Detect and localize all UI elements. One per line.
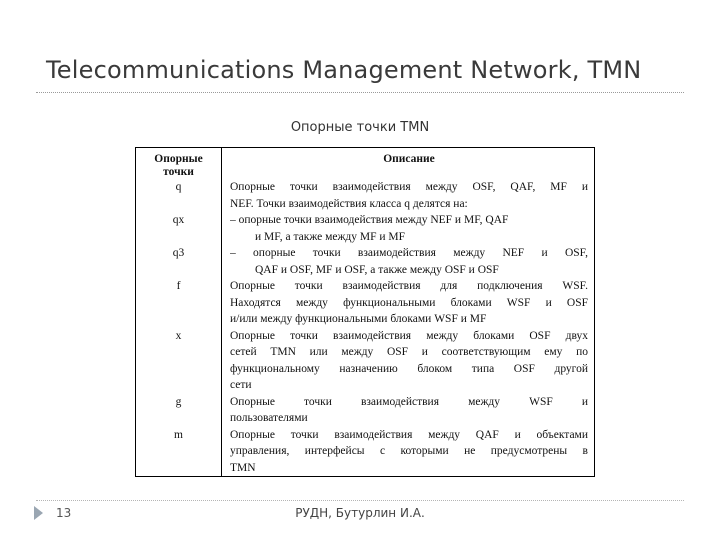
reference-point-symbol: g	[136, 394, 222, 427]
table-caption: Опорные точки TMN	[290, 120, 430, 135]
table-header-row	[136, 148, 594, 179]
reference-point-symbol: m	[136, 427, 222, 477]
table-row	[136, 179, 594, 212]
description-line: NEF. Точки взаимодействия класса q делятся на:	[230, 197, 468, 210]
table-row	[136, 328, 594, 394]
footer-divider	[36, 500, 684, 501]
description-line: Опорные точки взаимодействия между блоками OSF двух	[230, 329, 588, 342]
table-row	[136, 212, 594, 245]
table-row	[136, 278, 594, 328]
reference-points-table	[135, 147, 595, 477]
reference-point-symbol: q3	[136, 245, 222, 278]
description-line: пользователями	[230, 412, 308, 424]
description-line: и MF, а также между MF и MF	[255, 230, 406, 243]
description-line: Находятся между функциональными блоками WSF и OSF	[230, 296, 588, 309]
header-reference-points	[136, 148, 222, 179]
table-row	[136, 245, 594, 278]
description-line: TMN	[230, 461, 256, 474]
description-line: Опорные точки взаимодействия между OSF, QAF, MF и	[230, 181, 588, 193]
reference-point-description	[222, 212, 594, 245]
slide-title: Telecommunications Management Network, TMN	[46, 56, 642, 84]
reference-point-symbol: f	[136, 278, 222, 328]
header-description: Описание	[383, 153, 435, 165]
header-col1-line: точки	[163, 166, 194, 178]
description-line: функциональному назначению блоком типа OSF другой	[230, 362, 588, 375]
title-divider	[36, 92, 684, 93]
reference-point-symbol: qx	[136, 212, 222, 245]
reference-point-description	[222, 328, 594, 394]
description-line: – опорные точки взаимодействия между NEF и OSF,	[230, 247, 588, 259]
description-line: QAF и OSF, MF и OSF, а также между OSF и OSF	[255, 263, 499, 276]
description-line: Опорные точки взаимодействия между WSF и	[230, 395, 588, 408]
header-col1-line: Опорные	[154, 153, 203, 165]
description-line: сетей TMN или между OSF и соответствующим ему по	[230, 346, 588, 358]
reference-point-description	[222, 427, 594, 477]
description-line: управления, интерфейсы с которыми не предусмотрены в	[230, 445, 588, 457]
description-line: и/или между функциональными блоками WSF и MF	[230, 313, 487, 325]
reference-point-description	[222, 394, 594, 427]
reference-point-description	[222, 278, 594, 328]
reference-point-description	[222, 245, 594, 278]
description-line: сети	[230, 379, 252, 391]
description-line: Опорные точки взаимодействия для подключения WSF.	[230, 280, 588, 292]
reference-point-symbol: x	[136, 328, 222, 394]
reference-point-symbol: q	[136, 179, 222, 212]
page-number: 13	[56, 506, 72, 520]
table-row	[136, 427, 594, 477]
table-row	[136, 394, 594, 427]
footer-author: РУДН, Бутурлин И.А.	[295, 506, 425, 520]
reference-point-description	[222, 179, 594, 212]
description-line: Опорные точки взаимодействия между QAF и объектами	[230, 428, 588, 441]
description-line: – опорные точки взаимодействия между NEF и MF, QAF	[230, 214, 509, 226]
